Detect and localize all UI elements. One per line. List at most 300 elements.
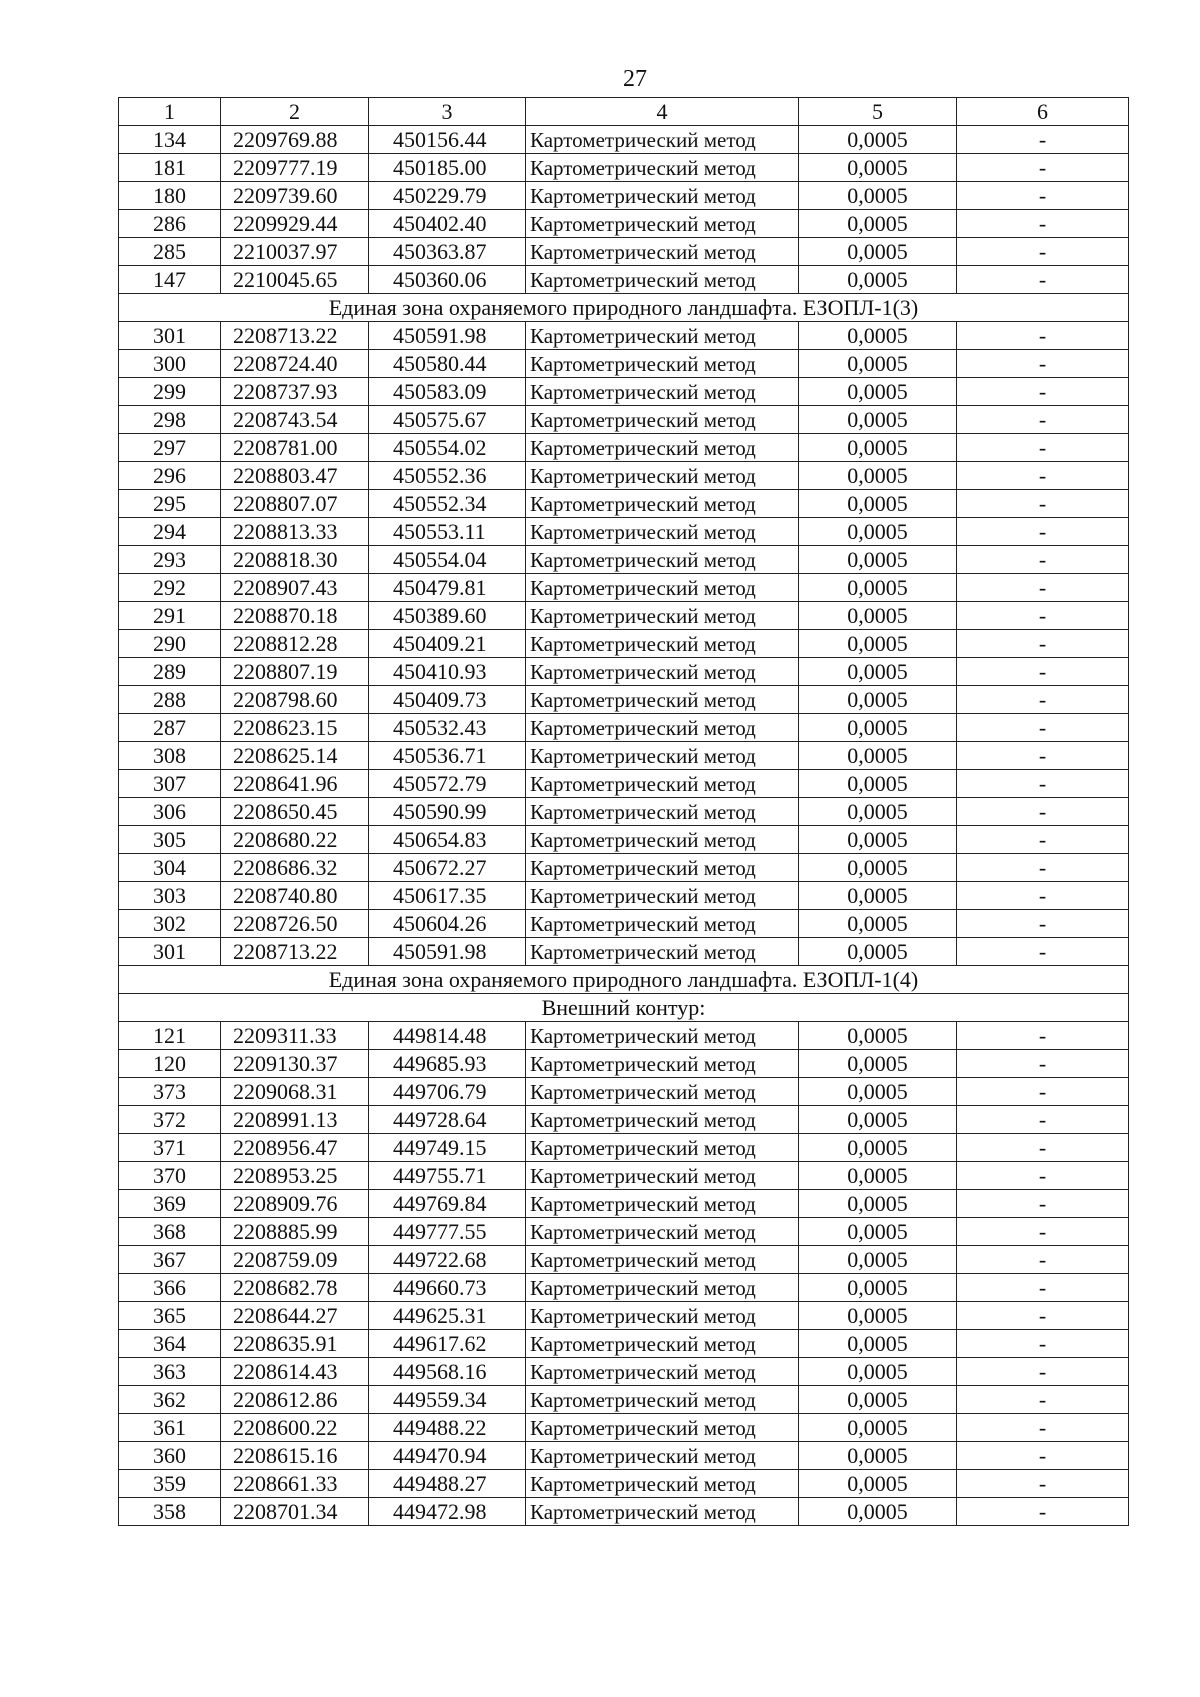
point-number-cell: 134 bbox=[119, 126, 221, 154]
point-number-cell: 359 bbox=[119, 1470, 221, 1498]
column-header: 3 bbox=[369, 98, 526, 126]
y-coordinate-cell: 449685.93 bbox=[369, 1050, 526, 1078]
table-row bbox=[119, 1274, 1129, 1302]
table-row bbox=[119, 378, 1129, 406]
note-cell: - bbox=[957, 1498, 1129, 1526]
x-coordinate-cell: 2208737.93 bbox=[221, 378, 369, 406]
point-number-cell: 293 bbox=[119, 546, 221, 574]
table-row bbox=[119, 126, 1129, 154]
note-cell: - bbox=[957, 126, 1129, 154]
table-row bbox=[119, 1106, 1129, 1134]
accuracy-cell: 0,0005 bbox=[799, 854, 957, 882]
accuracy-cell: 0,0005 bbox=[799, 154, 957, 182]
note-cell: - bbox=[957, 910, 1129, 938]
accuracy-cell: 0,0005 bbox=[799, 1330, 957, 1358]
table-row bbox=[119, 686, 1129, 714]
note-cell: - bbox=[957, 854, 1129, 882]
method-cell: Картометрический метод bbox=[526, 1218, 799, 1246]
note-cell: - bbox=[957, 266, 1129, 294]
x-coordinate-cell: 2208726.50 bbox=[221, 910, 369, 938]
point-number-cell: 305 bbox=[119, 826, 221, 854]
accuracy-cell: 0,0005 bbox=[799, 238, 957, 266]
accuracy-cell: 0,0005 bbox=[799, 1050, 957, 1078]
y-coordinate-cell: 450389.60 bbox=[369, 602, 526, 630]
method-cell: Картометрический метод bbox=[526, 322, 799, 350]
x-coordinate-cell: 2208600.22 bbox=[221, 1414, 369, 1442]
accuracy-cell: 0,0005 bbox=[799, 1386, 957, 1414]
point-number-cell: 366 bbox=[119, 1274, 221, 1302]
y-coordinate-cell: 450156.44 bbox=[369, 126, 526, 154]
accuracy-cell: 0,0005 bbox=[799, 938, 957, 966]
y-coordinate-cell: 450409.21 bbox=[369, 630, 526, 658]
x-coordinate-cell: 2209739.60 bbox=[221, 182, 369, 210]
accuracy-cell: 0,0005 bbox=[799, 1274, 957, 1302]
y-coordinate-cell: 450409.73 bbox=[369, 686, 526, 714]
y-coordinate-cell: 449769.84 bbox=[369, 1190, 526, 1218]
coordinates-table bbox=[118, 97, 1129, 1526]
y-coordinate-cell: 450572.79 bbox=[369, 770, 526, 798]
x-coordinate-cell: 2208612.86 bbox=[221, 1386, 369, 1414]
table-row bbox=[119, 882, 1129, 910]
y-coordinate-cell: 449814.48 bbox=[369, 1022, 526, 1050]
y-coordinate-cell: 450604.26 bbox=[369, 910, 526, 938]
header-row bbox=[119, 98, 1129, 126]
note-cell: - bbox=[957, 1246, 1129, 1274]
point-number-cell: 371 bbox=[119, 1134, 221, 1162]
method-cell: Картометрический метод bbox=[526, 1442, 799, 1470]
note-cell: - bbox=[957, 490, 1129, 518]
note-cell: - bbox=[957, 742, 1129, 770]
table-row bbox=[119, 1218, 1129, 1246]
x-coordinate-cell: 2208781.00 bbox=[221, 434, 369, 462]
table-row bbox=[119, 1134, 1129, 1162]
y-coordinate-cell: 450591.98 bbox=[369, 322, 526, 350]
table-row bbox=[119, 546, 1129, 574]
method-cell: Картометрический метод bbox=[526, 770, 799, 798]
section-title-row bbox=[119, 966, 1129, 994]
point-number-cell: 181 bbox=[119, 154, 221, 182]
method-cell: Картометрический метод bbox=[526, 602, 799, 630]
accuracy-cell: 0,0005 bbox=[799, 910, 957, 938]
point-number-cell: 362 bbox=[119, 1386, 221, 1414]
point-number-cell: 121 bbox=[119, 1022, 221, 1050]
point-number-cell: 358 bbox=[119, 1498, 221, 1526]
y-coordinate-cell: 449472.98 bbox=[369, 1498, 526, 1526]
method-cell: Картометрический метод bbox=[526, 658, 799, 686]
y-coordinate-cell: 450552.34 bbox=[369, 490, 526, 518]
point-number-cell: 285 bbox=[119, 238, 221, 266]
point-number-cell: 307 bbox=[119, 770, 221, 798]
column-header: 5 bbox=[799, 98, 957, 126]
y-coordinate-cell: 450580.44 bbox=[369, 350, 526, 378]
table-row bbox=[119, 518, 1129, 546]
accuracy-cell: 0,0005 bbox=[799, 1190, 957, 1218]
note-cell: - bbox=[957, 406, 1129, 434]
x-coordinate-cell: 2208635.91 bbox=[221, 1330, 369, 1358]
table-row bbox=[119, 490, 1129, 518]
point-number-cell: 370 bbox=[119, 1162, 221, 1190]
x-coordinate-cell: 2208740.80 bbox=[221, 882, 369, 910]
point-number-cell: 363 bbox=[119, 1358, 221, 1386]
table-row bbox=[119, 1414, 1129, 1442]
x-coordinate-cell: 2208701.34 bbox=[221, 1498, 369, 1526]
y-coordinate-cell: 449777.55 bbox=[369, 1218, 526, 1246]
x-coordinate-cell: 2208661.33 bbox=[221, 1470, 369, 1498]
point-number-cell: 286 bbox=[119, 210, 221, 238]
table-row bbox=[119, 406, 1129, 434]
method-cell: Картометрический метод bbox=[526, 1050, 799, 1078]
table-row bbox=[119, 350, 1129, 378]
accuracy-cell: 0,0005 bbox=[799, 826, 957, 854]
point-number-cell: 301 bbox=[119, 322, 221, 350]
table-row bbox=[119, 770, 1129, 798]
accuracy-cell: 0,0005 bbox=[799, 406, 957, 434]
note-cell: - bbox=[957, 210, 1129, 238]
point-number-cell: 295 bbox=[119, 490, 221, 518]
table-row bbox=[119, 1330, 1129, 1358]
accuracy-cell: 0,0005 bbox=[799, 266, 957, 294]
table-row bbox=[119, 266, 1129, 294]
point-number-cell: 308 bbox=[119, 742, 221, 770]
method-cell: Картометрический метод bbox=[526, 686, 799, 714]
method-cell: Картометрический метод bbox=[526, 1498, 799, 1526]
accuracy-cell: 0,0005 bbox=[799, 126, 957, 154]
y-coordinate-cell: 450402.40 bbox=[369, 210, 526, 238]
table-row bbox=[119, 1358, 1129, 1386]
table-row bbox=[119, 462, 1129, 490]
table-row bbox=[119, 574, 1129, 602]
accuracy-cell: 0,0005 bbox=[799, 1246, 957, 1274]
note-cell: - bbox=[957, 1274, 1129, 1302]
x-coordinate-cell: 2208724.40 bbox=[221, 350, 369, 378]
method-cell: Картометрический метод bbox=[526, 126, 799, 154]
method-cell: Картометрический метод bbox=[526, 518, 799, 546]
y-coordinate-cell: 450479.81 bbox=[369, 574, 526, 602]
method-cell: Картометрический метод bbox=[526, 182, 799, 210]
accuracy-cell: 0,0005 bbox=[799, 1302, 957, 1330]
y-coordinate-cell: 449470.94 bbox=[369, 1442, 526, 1470]
x-coordinate-cell: 2208909.76 bbox=[221, 1190, 369, 1218]
point-number-cell: 297 bbox=[119, 434, 221, 462]
point-number-cell: 372 bbox=[119, 1106, 221, 1134]
table-row bbox=[119, 322, 1129, 350]
x-coordinate-cell: 2208953.25 bbox=[221, 1162, 369, 1190]
method-cell: Картометрический метод bbox=[526, 1190, 799, 1218]
accuracy-cell: 0,0005 bbox=[799, 742, 957, 770]
table-row bbox=[119, 714, 1129, 742]
note-cell: - bbox=[957, 1190, 1129, 1218]
method-cell: Картометрический метод bbox=[526, 854, 799, 882]
note-cell: - bbox=[957, 1106, 1129, 1134]
method-cell: Картометрический метод bbox=[526, 434, 799, 462]
y-coordinate-cell: 450229.79 bbox=[369, 182, 526, 210]
table-row bbox=[119, 1498, 1129, 1526]
table-row bbox=[119, 1078, 1129, 1106]
point-number-cell: 294 bbox=[119, 518, 221, 546]
x-coordinate-cell: 2209769.88 bbox=[221, 126, 369, 154]
x-coordinate-cell: 2208615.16 bbox=[221, 1442, 369, 1470]
y-coordinate-cell: 450672.27 bbox=[369, 854, 526, 882]
method-cell: Картометрический метод bbox=[526, 462, 799, 490]
accuracy-cell: 0,0005 bbox=[799, 350, 957, 378]
x-coordinate-cell: 2208907.43 bbox=[221, 574, 369, 602]
x-coordinate-cell: 2208807.07 bbox=[221, 490, 369, 518]
x-coordinate-cell: 2208623.15 bbox=[221, 714, 369, 742]
method-cell: Картометрический метод bbox=[526, 210, 799, 238]
point-number-cell: 369 bbox=[119, 1190, 221, 1218]
y-coordinate-cell: 449749.15 bbox=[369, 1134, 526, 1162]
x-coordinate-cell: 2209929.44 bbox=[221, 210, 369, 238]
section-title: Единая зона охраняемого природного ландшафта. ЕЗОПЛ-1(4) bbox=[119, 966, 1129, 994]
y-coordinate-cell: 449559.34 bbox=[369, 1386, 526, 1414]
x-coordinate-cell: 2208625.14 bbox=[221, 742, 369, 770]
y-coordinate-cell: 450590.99 bbox=[369, 798, 526, 826]
method-cell: Картометрический метод bbox=[526, 574, 799, 602]
y-coordinate-cell: 450583.09 bbox=[369, 378, 526, 406]
accuracy-cell: 0,0005 bbox=[799, 1078, 957, 1106]
point-number-cell: 303 bbox=[119, 882, 221, 910]
y-coordinate-cell: 449488.22 bbox=[369, 1414, 526, 1442]
y-coordinate-cell: 449660.73 bbox=[369, 1274, 526, 1302]
x-coordinate-cell: 2208641.96 bbox=[221, 770, 369, 798]
method-cell: Картометрический метод bbox=[526, 1302, 799, 1330]
x-coordinate-cell: 2209068.31 bbox=[221, 1078, 369, 1106]
table-row bbox=[119, 854, 1129, 882]
table-row bbox=[119, 1386, 1129, 1414]
y-coordinate-cell: 450617.35 bbox=[369, 882, 526, 910]
accuracy-cell: 0,0005 bbox=[799, 686, 957, 714]
accuracy-cell: 0,0005 bbox=[799, 798, 957, 826]
accuracy-cell: 0,0005 bbox=[799, 210, 957, 238]
table-row bbox=[119, 826, 1129, 854]
table-row bbox=[119, 1162, 1129, 1190]
accuracy-cell: 0,0005 bbox=[799, 462, 957, 490]
method-cell: Картометрический метод bbox=[526, 1246, 799, 1274]
method-cell: Картометрический метод bbox=[526, 910, 799, 938]
accuracy-cell: 0,0005 bbox=[799, 1022, 957, 1050]
table-row bbox=[119, 742, 1129, 770]
x-coordinate-cell: 2208614.43 bbox=[221, 1358, 369, 1386]
accuracy-cell: 0,0005 bbox=[799, 882, 957, 910]
accuracy-cell: 0,0005 bbox=[799, 1358, 957, 1386]
method-cell: Картометрический метод bbox=[526, 406, 799, 434]
method-cell: Картометрический метод bbox=[526, 546, 799, 574]
point-number-cell: 291 bbox=[119, 602, 221, 630]
x-coordinate-cell: 2210045.65 bbox=[221, 266, 369, 294]
accuracy-cell: 0,0005 bbox=[799, 1134, 957, 1162]
note-cell: - bbox=[957, 1134, 1129, 1162]
note-cell: - bbox=[957, 1358, 1129, 1386]
y-coordinate-cell: 450410.93 bbox=[369, 658, 526, 686]
section-title-row bbox=[119, 294, 1129, 322]
x-coordinate-cell: 2210037.97 bbox=[221, 238, 369, 266]
y-coordinate-cell: 450185.00 bbox=[369, 154, 526, 182]
point-number-cell: 364 bbox=[119, 1330, 221, 1358]
y-coordinate-cell: 449617.62 bbox=[369, 1330, 526, 1358]
note-cell: - bbox=[957, 238, 1129, 266]
x-coordinate-cell: 2208813.33 bbox=[221, 518, 369, 546]
y-coordinate-cell: 450363.87 bbox=[369, 238, 526, 266]
y-coordinate-cell: 449755.71 bbox=[369, 1162, 526, 1190]
accuracy-cell: 0,0005 bbox=[799, 546, 957, 574]
table-row bbox=[119, 1022, 1129, 1050]
section-subtitle: Внешний контур: bbox=[119, 994, 1129, 1022]
note-cell: - bbox=[957, 546, 1129, 574]
point-number-cell: 304 bbox=[119, 854, 221, 882]
column-header: 4 bbox=[526, 98, 799, 126]
y-coordinate-cell: 450554.04 bbox=[369, 546, 526, 574]
note-cell: - bbox=[957, 1162, 1129, 1190]
point-number-cell: 360 bbox=[119, 1442, 221, 1470]
accuracy-cell: 0,0005 bbox=[799, 182, 957, 210]
x-coordinate-cell: 2208682.78 bbox=[221, 1274, 369, 1302]
x-coordinate-cell: 2208713.22 bbox=[221, 322, 369, 350]
y-coordinate-cell: 450554.02 bbox=[369, 434, 526, 462]
accuracy-cell: 0,0005 bbox=[799, 770, 957, 798]
note-cell: - bbox=[957, 322, 1129, 350]
y-coordinate-cell: 450553.11 bbox=[369, 518, 526, 546]
method-cell: Картометрический метод bbox=[526, 1106, 799, 1134]
note-cell: - bbox=[957, 770, 1129, 798]
method-cell: Картометрический метод bbox=[526, 1358, 799, 1386]
point-number-cell: 367 bbox=[119, 1246, 221, 1274]
note-cell: - bbox=[957, 1414, 1129, 1442]
x-coordinate-cell: 2208686.32 bbox=[221, 854, 369, 882]
point-number-cell: 120 bbox=[119, 1050, 221, 1078]
method-cell: Картометрический метод bbox=[526, 1134, 799, 1162]
accuracy-cell: 0,0005 bbox=[799, 574, 957, 602]
accuracy-cell: 0,0005 bbox=[799, 602, 957, 630]
x-coordinate-cell: 2208991.13 bbox=[221, 1106, 369, 1134]
x-coordinate-cell: 2208818.30 bbox=[221, 546, 369, 574]
table-row bbox=[119, 938, 1129, 966]
x-coordinate-cell: 2208650.45 bbox=[221, 798, 369, 826]
method-cell: Картометрический метод bbox=[526, 1274, 799, 1302]
y-coordinate-cell: 450532.43 bbox=[369, 714, 526, 742]
note-cell: - bbox=[957, 1470, 1129, 1498]
table-row bbox=[119, 1050, 1129, 1078]
note-cell: - bbox=[957, 798, 1129, 826]
accuracy-cell: 0,0005 bbox=[799, 1498, 957, 1526]
point-number-cell: 361 bbox=[119, 1414, 221, 1442]
table-row bbox=[119, 154, 1129, 182]
note-cell: - bbox=[957, 686, 1129, 714]
table-row bbox=[119, 238, 1129, 266]
point-number-cell: 288 bbox=[119, 686, 221, 714]
note-cell: - bbox=[957, 602, 1129, 630]
accuracy-cell: 0,0005 bbox=[799, 322, 957, 350]
method-cell: Картометрический метод bbox=[526, 1078, 799, 1106]
table-row bbox=[119, 1442, 1129, 1470]
point-number-cell: 287 bbox=[119, 714, 221, 742]
note-cell: - bbox=[957, 1050, 1129, 1078]
accuracy-cell: 0,0005 bbox=[799, 1162, 957, 1190]
method-cell: Картометрический метод bbox=[526, 1022, 799, 1050]
accuracy-cell: 0,0005 bbox=[799, 658, 957, 686]
point-number-cell: 300 bbox=[119, 350, 221, 378]
page-number: 27 bbox=[623, 66, 647, 92]
point-number-cell: 180 bbox=[119, 182, 221, 210]
point-number-cell: 306 bbox=[119, 798, 221, 826]
x-coordinate-cell: 2208807.19 bbox=[221, 658, 369, 686]
point-number-cell: 147 bbox=[119, 266, 221, 294]
x-coordinate-cell: 2208812.28 bbox=[221, 630, 369, 658]
table-row bbox=[119, 630, 1129, 658]
column-header: 6 bbox=[957, 98, 1129, 126]
method-cell: Картометрический метод bbox=[526, 1470, 799, 1498]
point-number-cell: 373 bbox=[119, 1078, 221, 1106]
accuracy-cell: 0,0005 bbox=[799, 1106, 957, 1134]
method-cell: Картометрический метод bbox=[526, 238, 799, 266]
note-cell: - bbox=[957, 1330, 1129, 1358]
table-row bbox=[119, 210, 1129, 238]
point-number-cell: 292 bbox=[119, 574, 221, 602]
accuracy-cell: 0,0005 bbox=[799, 1414, 957, 1442]
method-cell: Картометрический метод bbox=[526, 742, 799, 770]
note-cell: - bbox=[957, 1218, 1129, 1246]
method-cell: Картометрический метод bbox=[526, 938, 799, 966]
column-header: 1 bbox=[119, 98, 221, 126]
x-coordinate-cell: 2208743.54 bbox=[221, 406, 369, 434]
point-number-cell: 298 bbox=[119, 406, 221, 434]
y-coordinate-cell: 450591.98 bbox=[369, 938, 526, 966]
note-cell: - bbox=[957, 1022, 1129, 1050]
table-row bbox=[119, 1302, 1129, 1330]
accuracy-cell: 0,0005 bbox=[799, 378, 957, 406]
note-cell: - bbox=[957, 518, 1129, 546]
point-number-cell: 290 bbox=[119, 630, 221, 658]
note-cell: - bbox=[957, 1442, 1129, 1470]
table-row bbox=[119, 910, 1129, 938]
y-coordinate-cell: 450536.71 bbox=[369, 742, 526, 770]
x-coordinate-cell: 2208680.22 bbox=[221, 826, 369, 854]
coordinates-table-body bbox=[119, 98, 1129, 1526]
x-coordinate-cell: 2208870.18 bbox=[221, 602, 369, 630]
y-coordinate-cell: 450360.06 bbox=[369, 266, 526, 294]
method-cell: Картометрический метод bbox=[526, 1414, 799, 1442]
note-cell: - bbox=[957, 1078, 1129, 1106]
table-row bbox=[119, 182, 1129, 210]
x-coordinate-cell: 2209130.37 bbox=[221, 1050, 369, 1078]
point-number-cell: 368 bbox=[119, 1218, 221, 1246]
note-cell: - bbox=[957, 154, 1129, 182]
method-cell: Картометрический метод bbox=[526, 630, 799, 658]
method-cell: Картометрический метод bbox=[526, 1162, 799, 1190]
y-coordinate-cell: 450575.67 bbox=[369, 406, 526, 434]
x-coordinate-cell: 2208644.27 bbox=[221, 1302, 369, 1330]
note-cell: - bbox=[957, 574, 1129, 602]
accuracy-cell: 0,0005 bbox=[799, 490, 957, 518]
method-cell: Картометрический метод bbox=[526, 266, 799, 294]
x-coordinate-cell: 2208798.60 bbox=[221, 686, 369, 714]
method-cell: Картометрический метод bbox=[526, 378, 799, 406]
accuracy-cell: 0,0005 bbox=[799, 1218, 957, 1246]
accuracy-cell: 0,0005 bbox=[799, 630, 957, 658]
y-coordinate-cell: 449625.31 bbox=[369, 1302, 526, 1330]
x-coordinate-cell: 2208885.99 bbox=[221, 1218, 369, 1246]
point-number-cell: 301 bbox=[119, 938, 221, 966]
note-cell: - bbox=[957, 714, 1129, 742]
method-cell: Картометрический метод bbox=[526, 798, 799, 826]
method-cell: Картометрический метод bbox=[526, 714, 799, 742]
note-cell: - bbox=[957, 658, 1129, 686]
point-number-cell: 302 bbox=[119, 910, 221, 938]
y-coordinate-cell: 450552.36 bbox=[369, 462, 526, 490]
y-coordinate-cell: 450654.83 bbox=[369, 826, 526, 854]
note-cell: - bbox=[957, 882, 1129, 910]
method-cell: Картометрический метод bbox=[526, 154, 799, 182]
y-coordinate-cell: 449568.16 bbox=[369, 1358, 526, 1386]
